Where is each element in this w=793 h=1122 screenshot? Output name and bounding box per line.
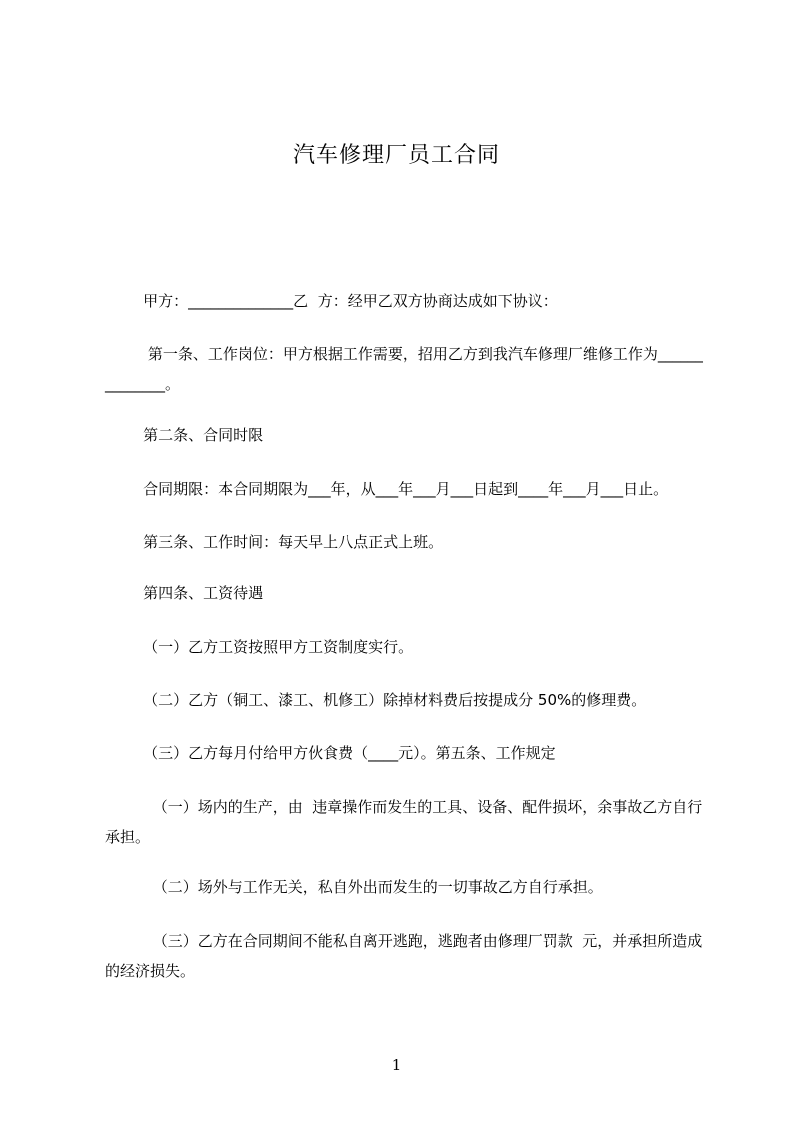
paragraph-wage-3: （三）乙方每月付给甲方伙食费（____元）。第五条、工作规定 — [105, 744, 556, 762]
paragraph-rule-3: （三）乙方在合同期间不能私自离开逃跑，逃跑者由修理厂罚款 元，并承担所造成的经济损失。 — [105, 932, 703, 980]
paragraph-rule-2: （二）场外与工作无关，私自外出而发生的一切事故乙方自行承担。 — [105, 878, 603, 896]
paragraph-article-1: 第一条、工作岗位：甲方根据工作需要，招用乙方到我汽车修理厂维修工作为______________。 — [105, 345, 703, 393]
paragraph-article-2-heading: 第二条、合同时限 — [105, 426, 264, 444]
paragraph-rule-1: （一）场内的生产，由 违章操作而发生的工具、设备、配件损坏，余事故乙方自行承担。 — [105, 798, 703, 846]
paragraph-wage-2: （二）乙方（铜工、漆工、机修工）除掉材料费后按提成分 50%的修理费。 — [105, 691, 647, 709]
paragraph-contract-term: 合同期限：本合同期限为___年，从___年___月___日起到____年___月___日止。 — [105, 480, 669, 498]
paragraph-parties: 甲方：______________乙 方：经甲乙双方协商达成如下协议： — [105, 292, 558, 310]
paragraph-wage-1: （一）乙方工资按照甲方工资制度实行。 — [105, 638, 414, 656]
paragraph-article-3: 第三条、工作时间：每天早上八点正式上班。 — [105, 533, 444, 551]
paragraph-article-4-heading: 第四条、工资待遇 — [105, 584, 264, 602]
page-number: 1 — [391, 1056, 402, 1074]
document-title: 汽车修理厂员工合同 — [292, 143, 500, 168]
